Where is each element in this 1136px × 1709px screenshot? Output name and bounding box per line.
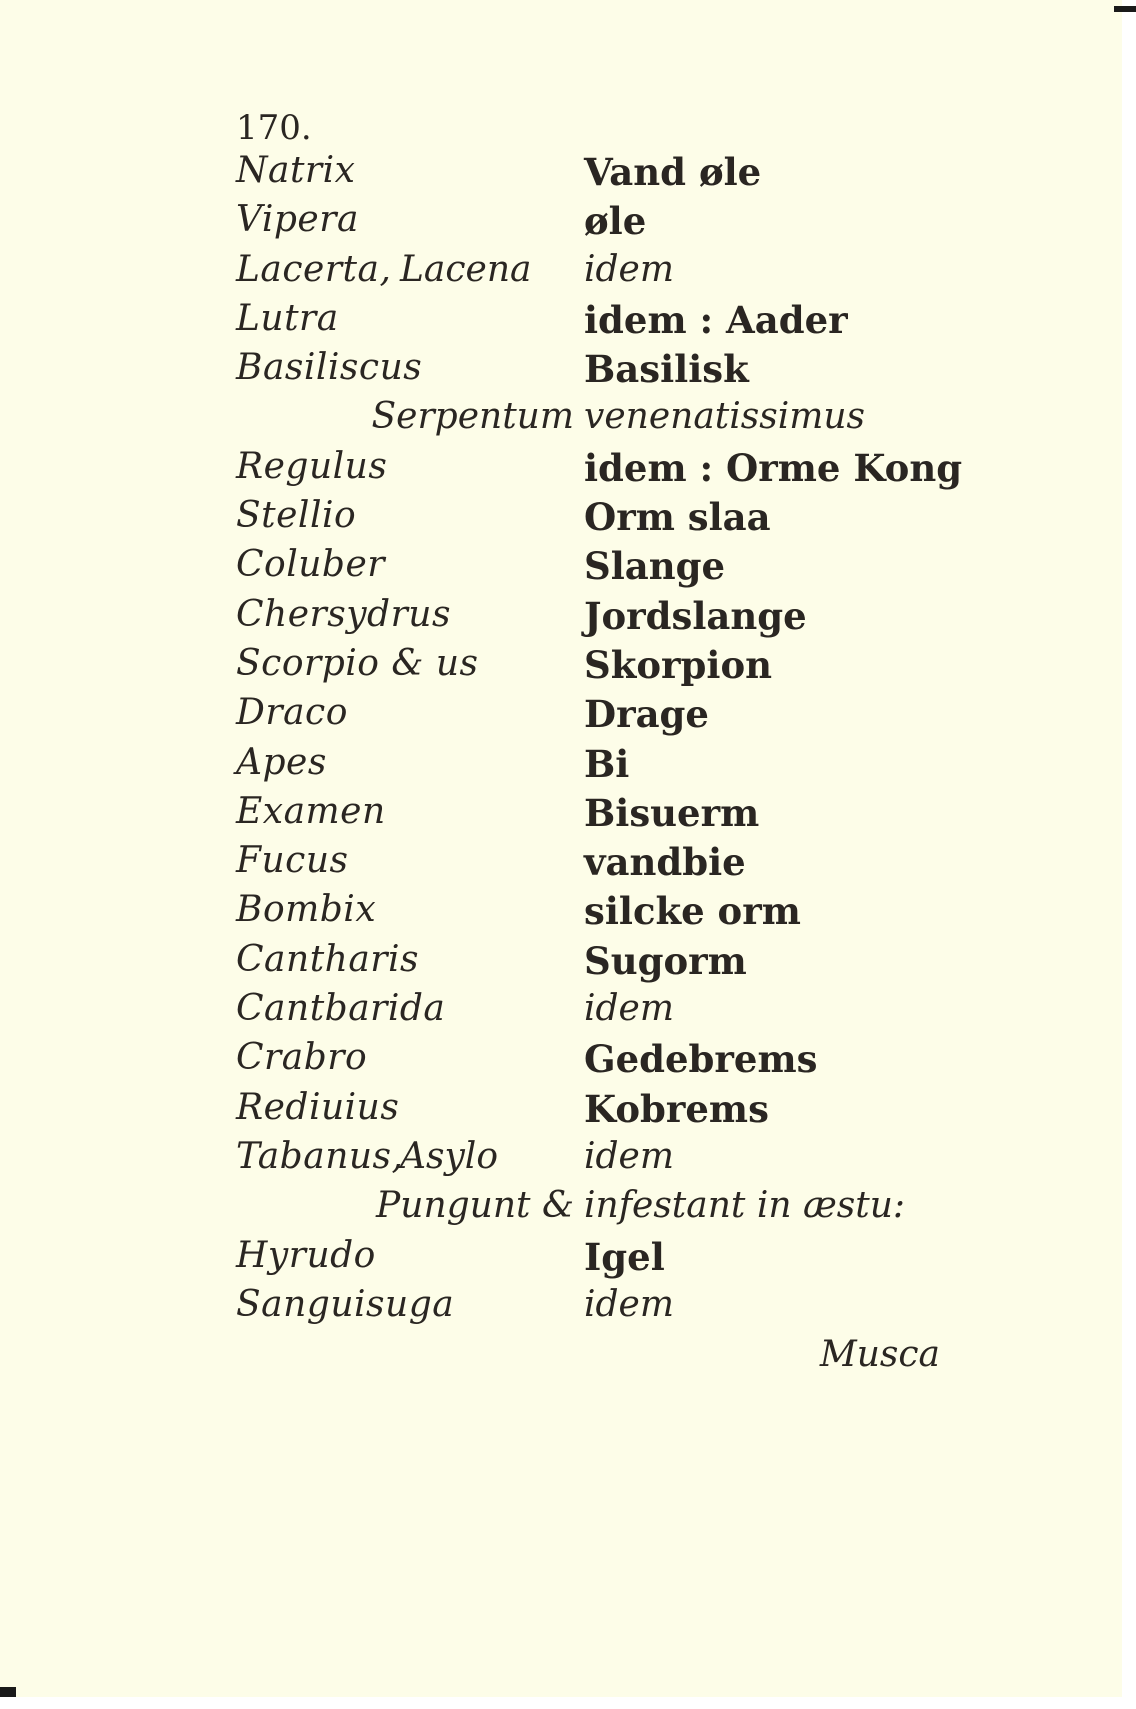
latin-term: Stellio (236, 495, 357, 537)
glossary-entry (0, 1037, 1136, 1086)
danish-translation: idem (584, 1283, 674, 1325)
glossary-entry (0, 840, 1136, 889)
danish-translation: Gedebrems (584, 1037, 818, 1082)
danish-translation: silcke orm (584, 889, 801, 934)
latin-term: Lutra (236, 297, 339, 339)
glossary-entry (0, 347, 1136, 396)
danish-translation: idem (584, 988, 674, 1030)
latin-term: Vipera (236, 199, 359, 241)
danish-translation: øle (584, 199, 647, 244)
danish-translation: Vand øle (584, 150, 762, 194)
glossary-entry (0, 889, 1136, 938)
latin-term: Hyrudo (236, 1234, 376, 1276)
gloss-right-text: infestant in æstu: (584, 1185, 906, 1227)
danish-translation: Kobrems (584, 1086, 769, 1131)
glossary-entry (0, 544, 1136, 593)
danish-translation: Skorpion (584, 642, 773, 687)
glossary-entry (0, 643, 1136, 692)
glossary-entry (0, 939, 1136, 988)
danish-translation: Bisuerm (584, 790, 760, 835)
glossary-list (0, 150, 1136, 1333)
glossary-entry (0, 742, 1136, 791)
glossary-entry (0, 199, 1136, 248)
danish-translation: Bi (584, 741, 630, 786)
latin-term: Regulus (236, 445, 388, 487)
glossary-entry (0, 495, 1136, 544)
latin-term: Basiliscus (236, 347, 423, 389)
gloss-row (0, 396, 1136, 445)
glossary-entry (0, 1136, 1136, 1185)
danish-translation: idem (584, 1135, 674, 1177)
scan-bottom-mark (0, 1687, 16, 1697)
danish-translation: Slange (584, 544, 726, 589)
glossary-entry (0, 594, 1136, 643)
latin-synonym: Asylo (400, 1135, 498, 1177)
glossary-entry (0, 692, 1136, 741)
latin-term: Natrix (236, 150, 356, 191)
latin-term: Tabanus, (236, 1135, 404, 1177)
scan-border-bottom (0, 1697, 1136, 1709)
latin-term: Bombix (236, 889, 377, 931)
glossary-entry (0, 249, 1136, 298)
danish-translation: idem : Orme Kong (584, 445, 963, 490)
latin-term: Draco (236, 692, 348, 734)
latin-term: Apes (236, 741, 327, 783)
danish-translation: idem : Aader (584, 297, 848, 342)
glossary-entry (0, 150, 1136, 199)
scan-corner-mark (1114, 6, 1136, 12)
gloss-left-text: Pungunt & (376, 1185, 574, 1227)
latin-term: Cantharis (236, 938, 420, 980)
latin-term: Sanguisuga (236, 1283, 455, 1325)
latin-term: Chersydrus (236, 593, 451, 635)
danish-translation: Drage (584, 692, 709, 737)
latin-term: Scorpio & us (236, 642, 479, 684)
glossary-entry (0, 791, 1136, 840)
latin-term: Cantbarida (236, 988, 446, 1030)
latin-term: Examen (236, 790, 386, 832)
latin-term: Rediuius (236, 1086, 400, 1128)
gloss-right-text: venenatissimus (584, 396, 866, 438)
gloss-row (0, 1185, 1136, 1234)
glossary-entry (0, 446, 1136, 495)
latin-term: Fucus (236, 840, 349, 882)
gloss-left-text: Serpentum (371, 396, 574, 438)
glossary-entry (0, 1284, 1136, 1333)
danish-translation: Igel (584, 1234, 665, 1279)
latin-term: Crabro (236, 1037, 368, 1079)
latin-term: Coluber (236, 544, 385, 586)
page-number: 170. (236, 108, 312, 148)
catchword: Musca (819, 1334, 940, 1375)
latin-synonym: Lacena (400, 248, 532, 290)
danish-translation: Sugorm (584, 938, 747, 983)
glossary-entry (0, 988, 1136, 1037)
danish-translation: Orm slaa (584, 495, 771, 540)
danish-translation: Basilisk (584, 347, 749, 392)
danish-translation: idem (584, 248, 674, 290)
glossary-entry (0, 298, 1136, 347)
glossary-entry (0, 1087, 1136, 1136)
latin-term: Lacerta, (236, 248, 392, 290)
danish-translation: vandbie (584, 840, 746, 885)
glossary-entry (0, 1235, 1136, 1284)
danish-translation: Jordslange (584, 593, 807, 638)
